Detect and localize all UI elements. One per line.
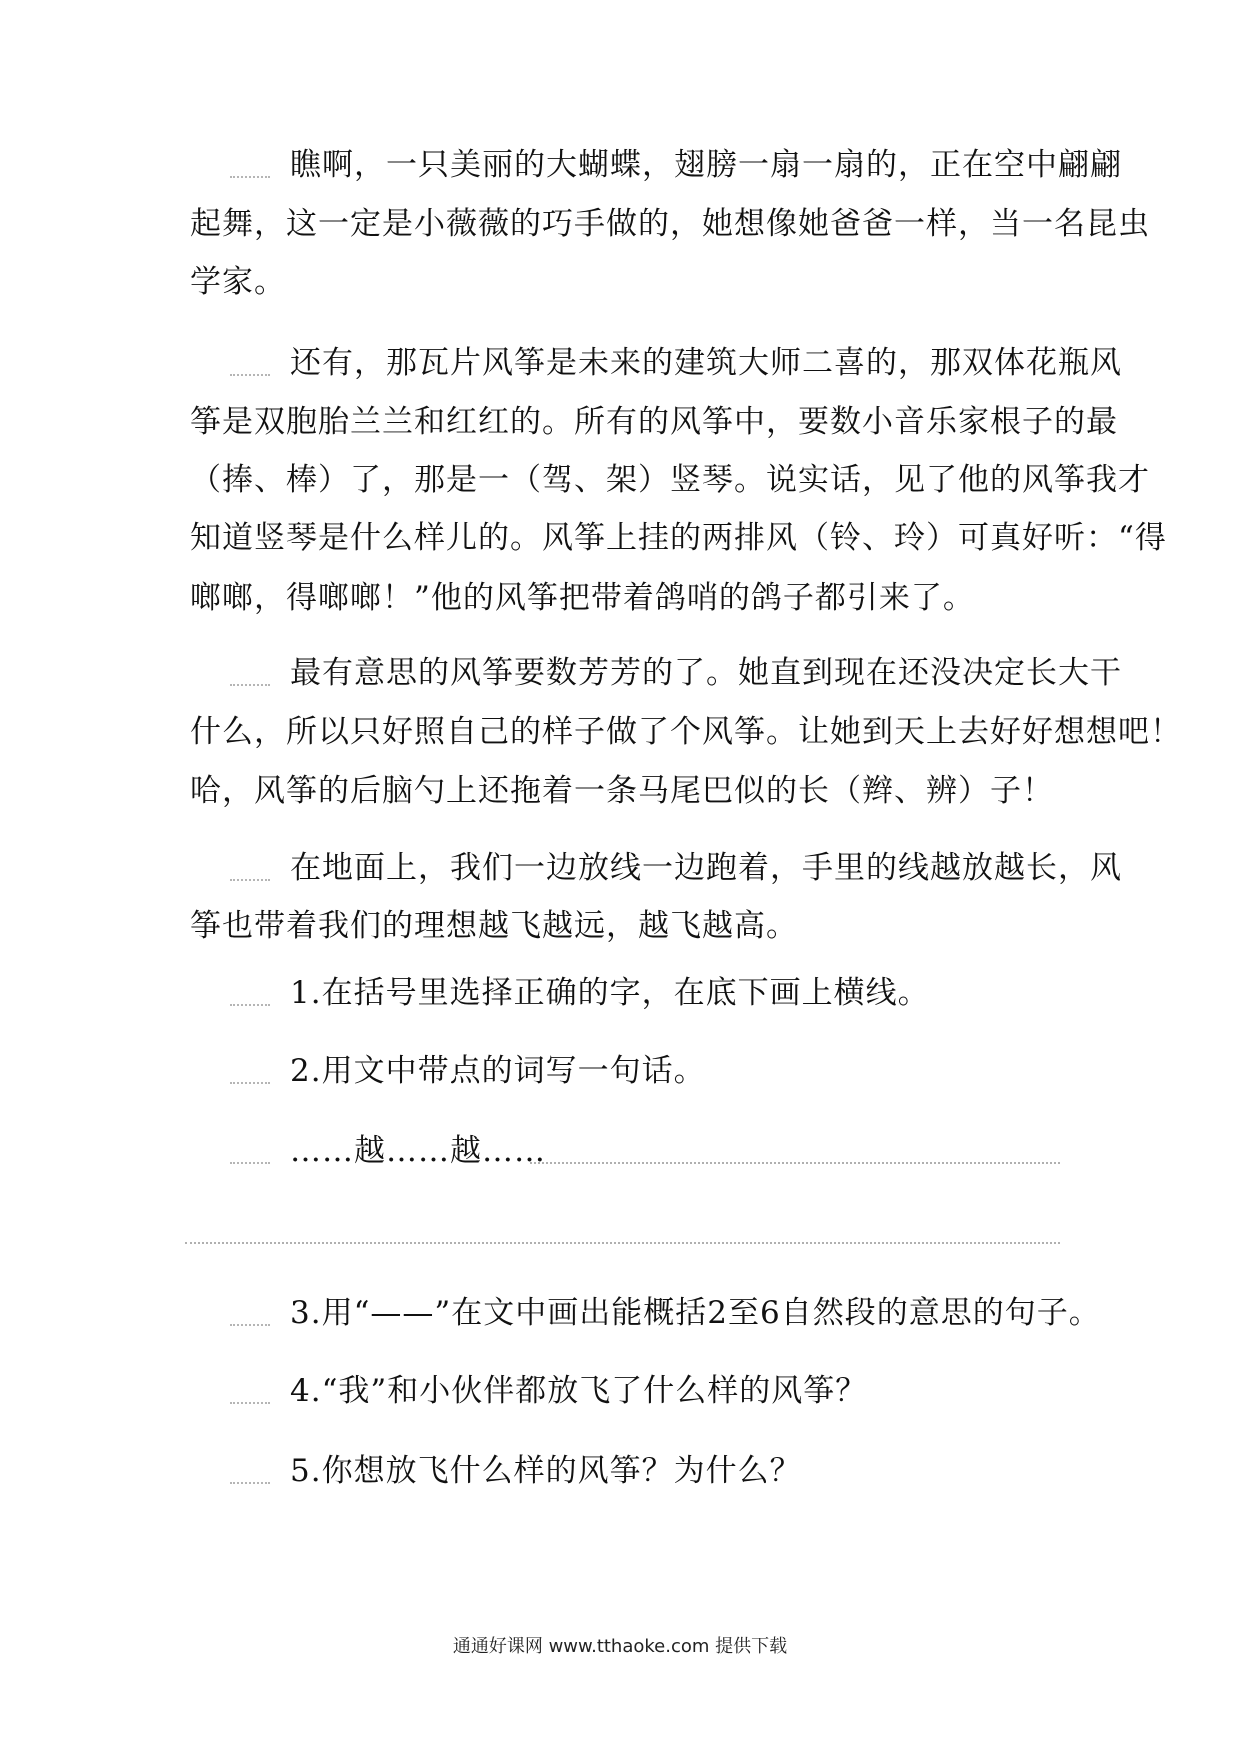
answer-blank-line[interactable] [185,1240,1060,1244]
paragraph-3-line-1: 最有意思的风筝要数芳芳的了。她直到现在还没决定长大干 [290,655,1122,691]
question-2: 2.用文中带点的词写一句话。 [290,1053,706,1089]
paragraph-1-line-2: 起舞，这一定是小薇薇的巧手做的，她想像她爸爸一样，当一名昆虫 [190,206,1150,242]
question-1: 1.在括号里选择正确的字，在底下画上横线。 [290,975,930,1011]
question-3: 3.用“——”在文中画出能概括2至6自然段的意思的句子。 [290,1295,1101,1331]
indent-dot-marker [230,172,270,178]
indent-dot-marker [230,1478,270,1484]
indent-dot-marker [230,680,270,686]
paragraph-2-line-3: （捧、棒）了，那是一（驾、架）竖琴。说实话，见了他的风筝我才 [190,462,1150,498]
answer-blank-line[interactable] [530,1160,1060,1164]
paragraph-1-line-3: 学家。 [190,264,286,300]
paragraph-2-line-4: 知道竖琴是什么样儿的。风筝上挂的两排风（铃、玲）可真好听：“得 [190,520,1167,556]
indent-dot-marker [230,370,270,376]
indent-dot-marker [230,1398,270,1404]
paragraph-4-line-1: 在地面上，我们一边放线一边跑着，手里的线越放越长，风 [290,850,1122,886]
paragraph-1-line-1: 瞧啊，一只美丽的大蝴蝶，翅膀一扇一扇的，正在空中翩翩 [290,147,1122,183]
paragraph-2-line-2: 筝是双胞胎兰兰和红红的。所有的风筝中，要数小音乐家根子的最 [190,404,1118,440]
indent-dot-marker [230,1158,270,1164]
paragraph-3-line-3: 哈，风筝的后脑勺上还拖着一条马尾巴似的长（辫、辨）子！ [190,773,1054,809]
page-footer: 通通好课网 www.tthaoke.com 提供下载 [452,1636,788,1657]
question-5: 5.你想放飞什么样的风筝？为什么？ [290,1453,802,1489]
question-2-sentence-template: ……越……越…… [290,1133,546,1169]
question-4: 4.“我”和小伙伴都放飞了什么样的风筝？ [290,1373,868,1409]
paragraph-2-line-1: 还有，那瓦片风筝是未来的建筑大师二喜的，那双体花瓶风 [290,345,1122,381]
paragraph-3-line-2: 什么，所以只好照自己的样子做了个风筝。让她到天上去好好想想吧！ [190,714,1182,750]
paragraph-2-line-5: 啷啷，得啷啷！”他的风筝把带着鸽哨的鸽子都引来了。 [190,580,975,616]
indent-dot-marker [230,1000,270,1006]
indent-dot-marker [230,1320,270,1326]
indent-dot-marker [230,1078,270,1084]
indent-dot-marker [230,875,270,881]
paragraph-4-line-2: 筝也带着我们的理想越飞越远，越飞越高。 [190,908,798,944]
